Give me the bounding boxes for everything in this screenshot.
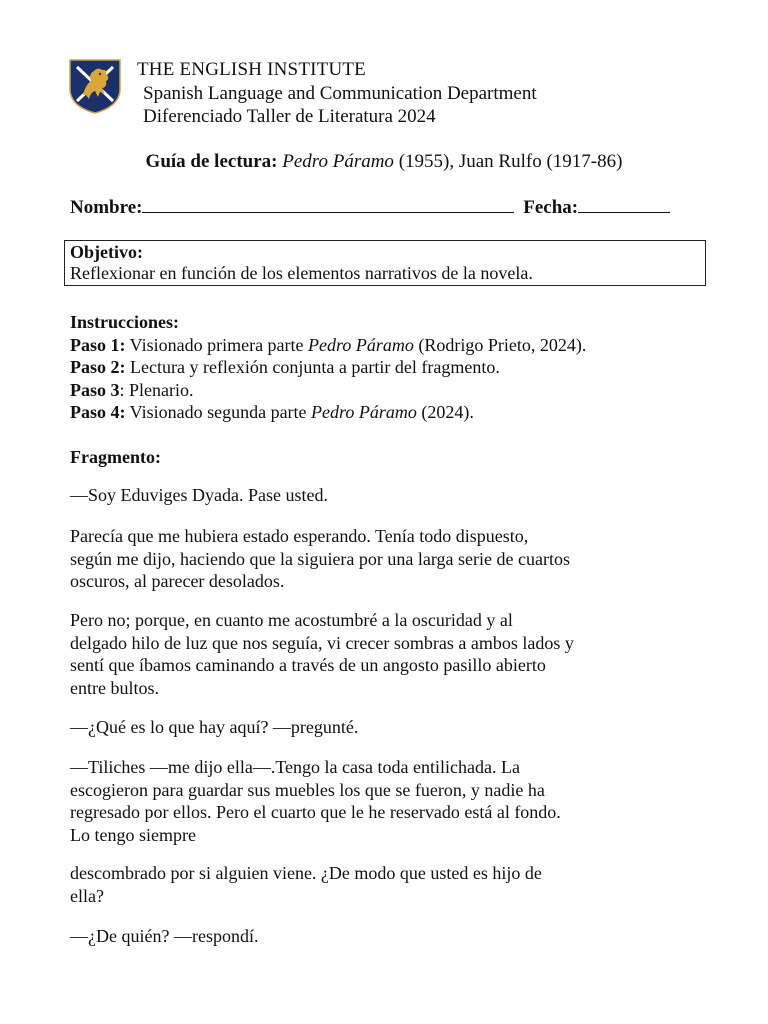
fragment-paragraph: —¿De quién? —respondí.: [70, 926, 259, 946]
guide-work-title: Pedro Páramo: [282, 151, 394, 172]
objective-box: [64, 240, 706, 286]
step-4: Paso 4: Visionado segunda parte Pedro Páramo (2024).: [70, 402, 474, 422]
department-name: Spanish Language and Communication Department: [143, 83, 537, 104]
institute-crest-logo: [69, 59, 121, 114]
fragment-paragraph: descombrado por si alguien viene. ¿De modo que usted es hijo de ella?: [70, 863, 542, 906]
institute-name: THE ENGLISH INSTITUTE: [137, 59, 366, 80]
fragment-paragraph: —Soy Eduviges Dyada. Pase usted.: [70, 485, 328, 505]
name-label: Nombre:: [70, 197, 143, 218]
guide-label: Guía de lectura:: [145, 151, 278, 172]
course-name: Diferenciado Taller de Literatura 2024: [143, 106, 436, 127]
guide-author-years: (1955), Juan Rulfo (1917-86): [393, 151, 623, 172]
name-field[interactable]: [142, 195, 514, 213]
fragment-paragraph: Pero no; porque, en cuanto me acostumbré a la oscuridad y al delgado hilo de luz que nos seguía, vi crecer sombras a ambos lados y sentí que íbamos caminando a través de un angosto pasillo abierto entre bultos.: [70, 610, 574, 698]
step-1: Paso 1: Visionado primera parte Pedro Páramo (Rodrigo Prieto, 2024).: [70, 334, 587, 355]
fragment-paragraph: Parecía que me hubiera estado esperando. Tenía todo dispuesto, según me dijo, haciendo que la siguiera por una larga serie de cuartos oscuros, al parecer desolados.: [70, 526, 570, 591]
fragment-title: Fragmento:: [70, 447, 161, 467]
name-date-line: [70, 195, 670, 219]
fragment-paragraph: —Tiliches —me dijo ella—.Tengo la casa toda entilichada. La escogieron para guardar sus muebles los que se fueron, y nadie ha regresado por ellos. Pero el cuarto que le he reservado está al fondo. Lo tengo siempre: [70, 757, 561, 845]
objective-title: Objetivo:: [70, 242, 143, 262]
step-2: Paso 2: Lectura y reflexión conjunta a partir del fragmento.: [70, 357, 500, 377]
instructions-title: Instrucciones:: [70, 312, 179, 332]
guide-title: [0, 151, 768, 173]
step-3: Paso 3: Plenario.: [70, 379, 194, 400]
instructions-section: [70, 311, 586, 424]
date-label: Fecha:: [523, 197, 579, 218]
fragment-paragraph: —¿Qué es lo que hay aquí? —pregunté.: [70, 717, 359, 737]
date-field[interactable]: [578, 195, 670, 213]
objective-text: Reflexionar en función de los elementos narrativos de la novela.: [70, 263, 533, 283]
